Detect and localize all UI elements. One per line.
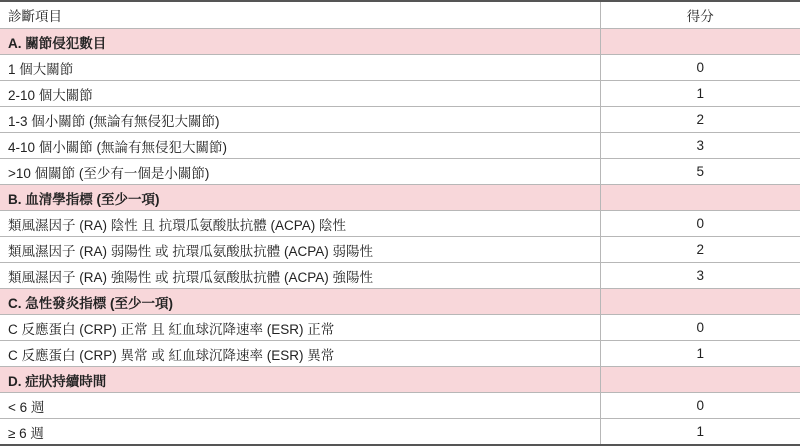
- row-score: 1: [600, 419, 800, 446]
- table-body: [0, 29, 800, 446]
- table-row: [0, 211, 800, 237]
- table-row: [0, 315, 800, 341]
- table-row: [0, 341, 800, 367]
- row-item: 1 個大關節: [0, 55, 600, 81]
- section-label: C. 急性發炎指標 (至少一項): [0, 289, 600, 315]
- row-item: >10 個關節 (至少有一個是小關節): [0, 159, 600, 185]
- row-item: 2-10 個大關節: [0, 81, 600, 107]
- section-row: [0, 185, 800, 211]
- section-label: A. 關節侵犯數目: [0, 29, 600, 55]
- table-header-row: [0, 1, 800, 29]
- row-score: 1: [600, 81, 800, 107]
- table-row: [0, 419, 800, 446]
- row-score: 0: [600, 315, 800, 341]
- row-score: 0: [600, 211, 800, 237]
- column-header-item: 診斷項目: [0, 1, 600, 29]
- row-score: 3: [600, 133, 800, 159]
- row-item: 類風濕因子 (RA) 強陽性 或 抗環瓜氨酸肽抗體 (ACPA) 強陽性: [0, 263, 600, 289]
- row-item: 類風濕因子 (RA) 弱陽性 或 抗環瓜氨酸肽抗體 (ACPA) 弱陽性: [0, 237, 600, 263]
- section-label: D. 症狀持續時間: [0, 367, 600, 393]
- section-score: [600, 289, 800, 315]
- row-score: 2: [600, 237, 800, 263]
- section-score: [600, 367, 800, 393]
- row-item: 類風濕因子 (RA) 陰性 且 抗環瓜氨酸肽抗體 (ACPA) 陰性: [0, 211, 600, 237]
- table-row: [0, 55, 800, 81]
- table-row: [0, 263, 800, 289]
- row-score: 3: [600, 263, 800, 289]
- section-row: [0, 29, 800, 55]
- row-score: 5: [600, 159, 800, 185]
- row-item: ≥ 6 週: [0, 419, 600, 446]
- row-score: 2: [600, 107, 800, 133]
- row-item: 4-10 個小關節 (無論有無侵犯大關節): [0, 133, 600, 159]
- row-item: C 反應蛋白 (CRP) 異常 或 紅血球沉降速率 (ESR) 異常: [0, 341, 600, 367]
- table-row: [0, 133, 800, 159]
- row-score: 1: [600, 341, 800, 367]
- row-score: 0: [600, 55, 800, 81]
- section-label: B. 血清學指標 (至少一項): [0, 185, 600, 211]
- section-row: [0, 367, 800, 393]
- section-score: [600, 185, 800, 211]
- table-row: [0, 393, 800, 419]
- row-item: < 6 週: [0, 393, 600, 419]
- column-header-score: 得分: [600, 1, 800, 29]
- row-item: 1-3 個小關節 (無論有無侵犯大關節): [0, 107, 600, 133]
- row-item: C 反應蛋白 (CRP) 正常 且 紅血球沉降速率 (ESR) 正常: [0, 315, 600, 341]
- section-row: [0, 289, 800, 315]
- table-row: [0, 81, 800, 107]
- section-score: [600, 29, 800, 55]
- table-row: [0, 107, 800, 133]
- table-row: [0, 237, 800, 263]
- table-row: [0, 159, 800, 185]
- table-header: [0, 1, 800, 29]
- row-score: 0: [600, 393, 800, 419]
